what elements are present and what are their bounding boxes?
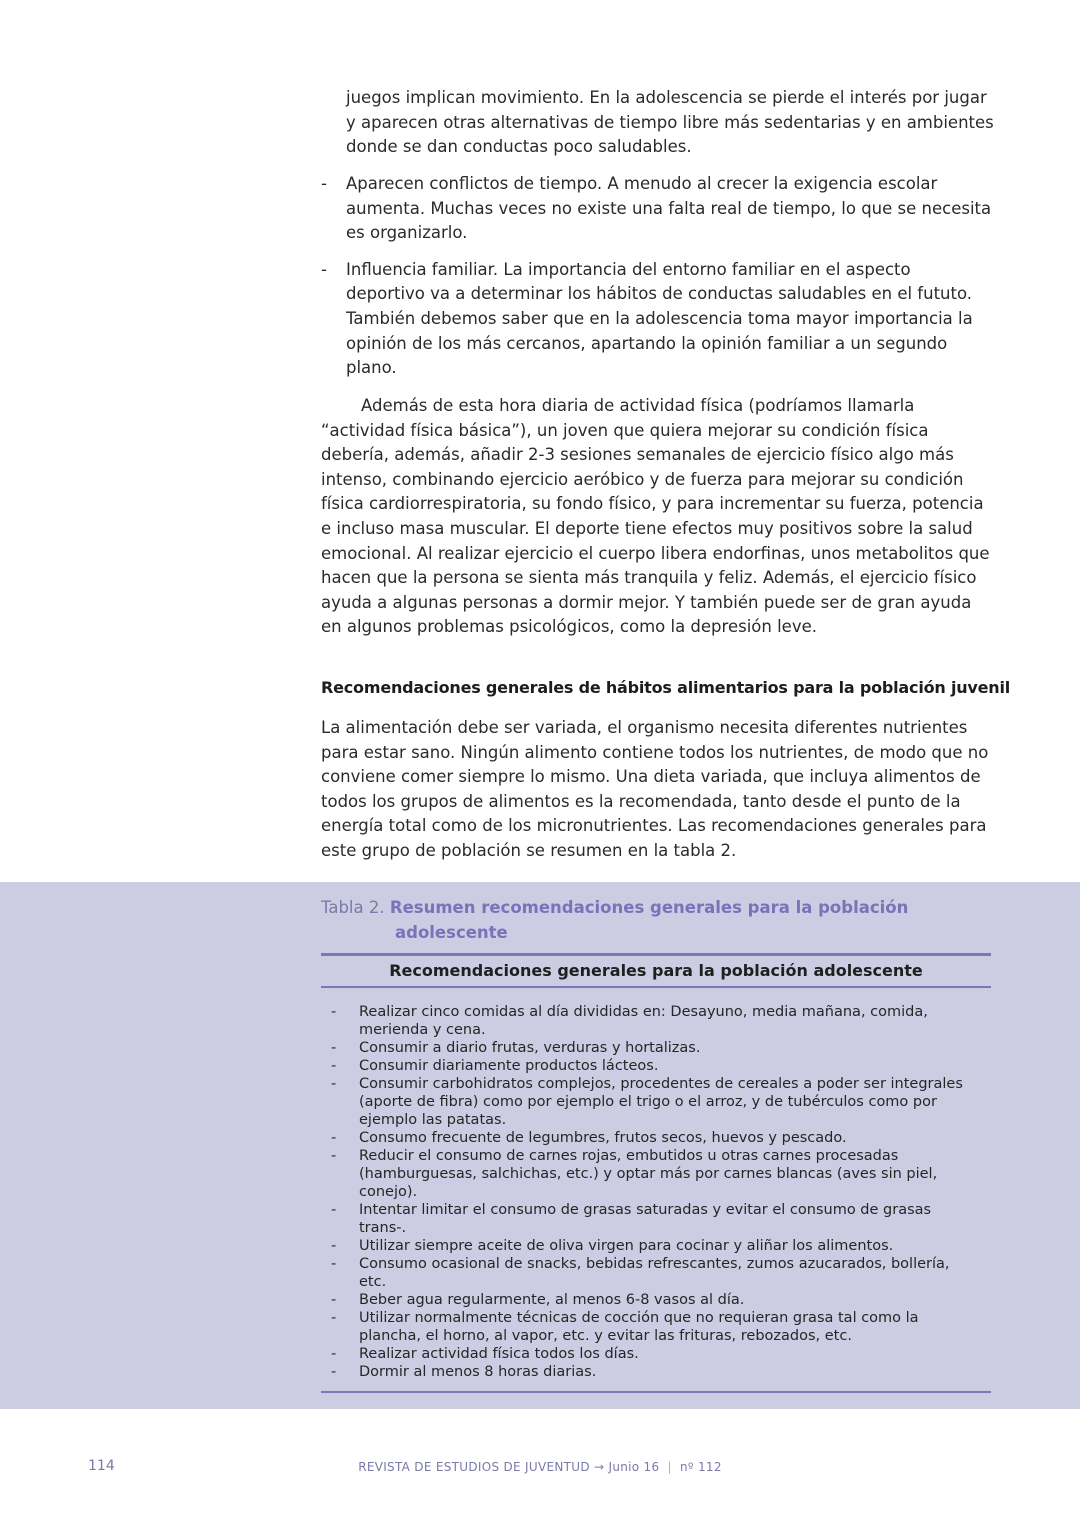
list-item: - Utilizar normalmente técnicas de cocción que no requieran grasa tal como la plancha, el horno, al vapor, etc. y evitar las frituras, rebozados, etc. <box>331 1310 919 1344</box>
list-item: - Consumir carbohidratos complejos, procedentes de cereales a poder ser integrales (aporte de fibra) como por ejemplo el trigo o el arroz, y de tubérculos como por ejemplo las patatas. <box>331 1076 963 1128</box>
list-item: - Intentar limitar el consumo de grasas saturadas y evitar el consumo de grasas trans-. <box>331 1202 932 1236</box>
list-item: - Consumo frecuente de legumbres, frutos secos, huevos y pescado. <box>331 1130 847 1146</box>
running-footer <box>0 1460 1080 1474</box>
arrow-icon: → <box>594 1460 605 1474</box>
table-bottom-rule <box>321 1391 991 1393</box>
journal-name: REVISTA DE ESTUDIOS DE JUVENTUD <box>358 1460 590 1474</box>
body-paragraph: La alimentación debe ser variada, el organismo necesita diferentes nutrientes para estar sano. Ningún alimento contiene todos los nutrientes, de modo que no conviene comer siempre lo mismo. Una dieta variada, que incluya alimentos de todos los grupos de alimentos es la recomendada, tanto desde el punto de la energía total como de los micronutrientes. Las recomendaciones generales para este grupo de población se resumen en la tabla 2. <box>321 718 989 860</box>
issue-date: Junio 16 <box>608 1460 660 1474</box>
list-item: - Consumo ocasional de snacks, bebidas refrescantes, zumos azucarados, bollería, etc. <box>331 1256 950 1290</box>
list-item: - Utilizar siempre aceite de oliva virgen para cocinar y aliñar los alimentos. <box>331 1238 894 1254</box>
list-item: - Beber agua regularmente, al menos 6-8 vasos al día. <box>331 1292 745 1308</box>
table-label: Tabla 2. <box>321 898 385 917</box>
list-item: - Dormir al menos 8 horas diarias. <box>331 1364 597 1380</box>
table-title-continued: adolescente <box>395 923 508 942</box>
bullet-list <box>321 172 993 393</box>
list-item: - Realizar actividad física todos los días. <box>331 1346 639 1362</box>
section-heading: Recomendaciones generales de hábitos alimentarios para la población juvenil <box>321 678 1011 697</box>
table-top-rule <box>321 953 991 956</box>
list-item: - Consumir a diario frutas, verduras y hortalizas. <box>331 1040 701 1056</box>
list-item: - Realizar cinco comidas al día divididas en: Desayuno, media mañana, comida, merienda y cena. <box>331 1004 928 1038</box>
dash-marker: - <box>321 259 327 279</box>
table-caption <box>321 895 993 945</box>
table-title: Resumen recomendaciones generales para la población <box>389 898 909 917</box>
list-item: - Consumir diariamente productos lácteos. <box>331 1058 659 1074</box>
recommendations-list <box>331 1003 981 1381</box>
table-header-rule <box>321 986 991 988</box>
list-item: - Reducir el consumo de carnes rojas, embutidos u otras carnes procesadas (hamburguesas, salchichas, etc.) y optar más por carnes blancas (aves sin piel, conejo). <box>331 1148 938 1200</box>
page-number: 114 <box>88 1458 115 1474</box>
body-paragraph: Además de esta hora diaria de actividad física (podríamos llamarla “actividad física básica”), un joven que quiera mejorar su condición física debería, además, añadir 2-3 sesiones semanales de ejercicio físico algo más intenso, combinando ejercicio aeróbico y de fuerza para mejorar su condición física cardiorrespiratoria, su fondo físico, y para incrementar su fuerza, potencia e incluso masa muscular. El deporte tiene efectos muy positivos sobre la salud emocional. Al realizar ejercicio el cuerpo libera endorfinas, unos metabolitos que hacen que la persona se sienta más tranquila y feliz. Además, el ejercicio físico ayuda a algunas personas a dormir mejor. Y también puede ser de gran ayuda en algunos problemas psicológicos, como la depresión leve. <box>321 396 990 637</box>
issue-number: nº 112 <box>680 1460 722 1474</box>
footer-separator: | <box>667 1460 672 1474</box>
list-item: - Influencia familiar. La importancia del entorno familiar en el aspecto deportivo va a determinar los hábitos de conductas saludables en el fututo. También debemos saber que en la adolescencia toma mayor importancia la opinión de los más cercanos, apartando la opinión familiar a un segundo plano. <box>321 259 973 378</box>
dash-marker: - <box>321 174 327 193</box>
table-header: Recomendaciones generales para la población adolescente <box>389 961 923 980</box>
list-item: - Aparecen conflictos de tiempo. A menudo al crecer la exigencia escolar aumenta. Muchas veces no existe una falta real de tiempo, lo que se necesita es organizarlo. <box>321 174 992 243</box>
continuation-paragraph: juegos implican movimiento. En la adolescencia se pierde el interés por jugar y aparecen otras alternativas de tiempo libre más sedentarias y en ambientes donde se dan conductas poco saludables. <box>346 88 994 157</box>
